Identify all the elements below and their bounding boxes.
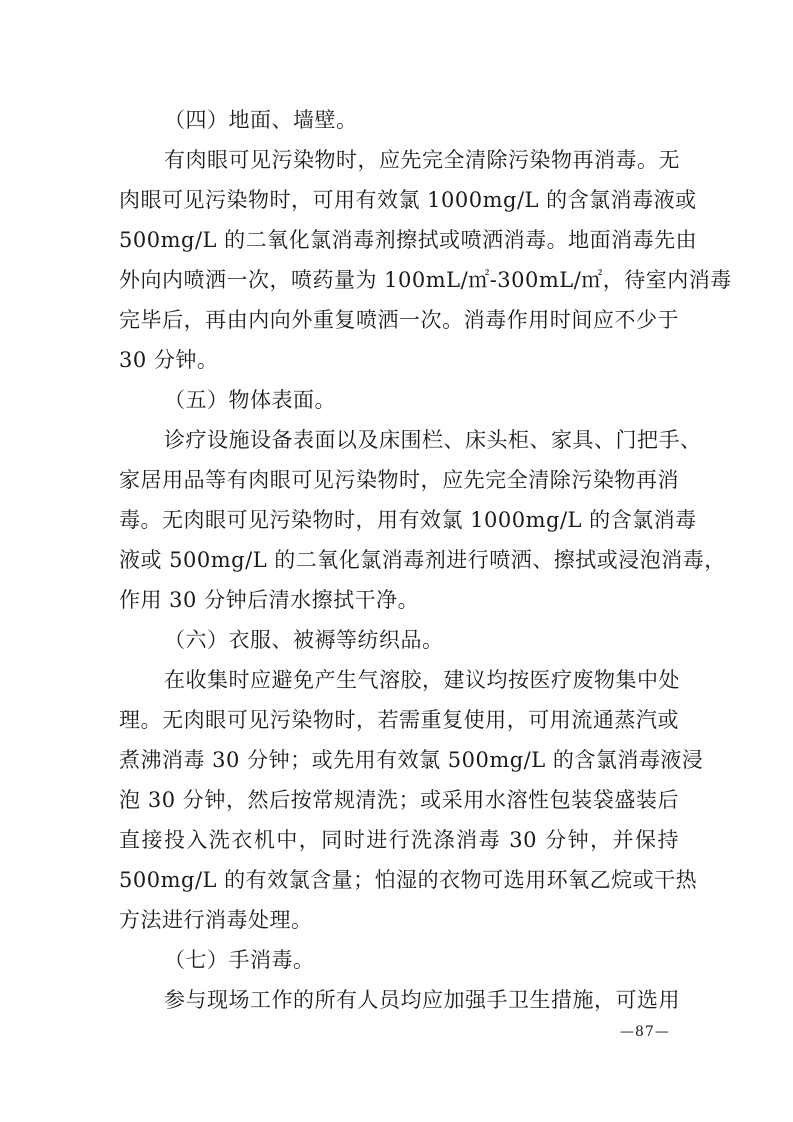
paragraph-line: 完毕后，再由内向外重复喷洒一次。消毒作用时间应不少于 [119, 308, 679, 332]
paragraph-line: 家居用品等有肉眼可见污染物时，应先完全清除污染物再消 [119, 468, 679, 492]
paragraph-line: 参与现场工作的所有人员均应加强手卫生措施，可选用 [164, 988, 680, 1012]
paragraph-line: 方法进行消毒处理。 [119, 908, 313, 932]
paragraph-line: 诊疗设施设备表面以及床围栏、床头柜、家具、门把手、 [164, 428, 702, 452]
section-heading-floor-walls: （四）地面、墙壁。 [164, 108, 358, 132]
paragraph-line: 有肉眼可见污染物时，应先完全清除污染物再消毒。无 [164, 148, 680, 172]
paragraph-line: 液或 500mg/L 的二氧化氯消毒剂进行喷洒、擦拭或浸泡消毒， [119, 548, 726, 572]
section-heading-object-surfaces: （五）物体表面。 [164, 388, 336, 412]
paragraph-line: 直接投入洗衣机中，同时进行洗涤消毒 30 分钟，并保持 [119, 828, 679, 852]
paragraph-line: 理。无肉眼可见污染物时，若需重复使用，可用流通蒸汽或 [119, 708, 679, 732]
section-heading-textiles: （六）衣服、被褥等纺织品。 [164, 628, 444, 652]
page-number: —87— [620, 1024, 670, 1040]
paragraph-line: 肉眼可见污染物时，可用有效氯 1000mg/L 的含氯消毒液或 [119, 188, 697, 212]
paragraph-line: 泡 30 分钟，然后按常规清洗；或采用水溶性包装袋盛装后 [119, 788, 679, 812]
paragraph-line: 500mg/L 的二氧化氯消毒剂擦拭或喷洒消毒。地面消毒先由 [119, 228, 698, 252]
paragraph-line: 煮沸消毒 30 分钟；或先用有效氯 500mg/L 的含氯消毒液浸 [119, 748, 704, 772]
paragraph-line: 毒。无肉眼可见污染物时，用有效氯 1000mg/L 的含氯消毒 [119, 508, 697, 532]
paragraph-line: 外向内喷洒一次，喷药量为 100mL/㎡-300mL/㎡，待室内消毒 [119, 268, 732, 292]
paragraph-line: 500mg/L 的有效氯含量；怕湿的衣物可选用环氧乙烷或干热 [119, 868, 698, 892]
paragraph-line: 作用 30 分钟后清水擦拭干净。 [119, 588, 420, 612]
paragraph-line: 30 分钟。 [119, 348, 219, 372]
section-heading-hand-disinfection: （七）手消毒。 [164, 948, 315, 972]
paragraph-line: 在收集时应避免产生气溶胶，建议均按医疗废物集中处 [164, 668, 680, 692]
